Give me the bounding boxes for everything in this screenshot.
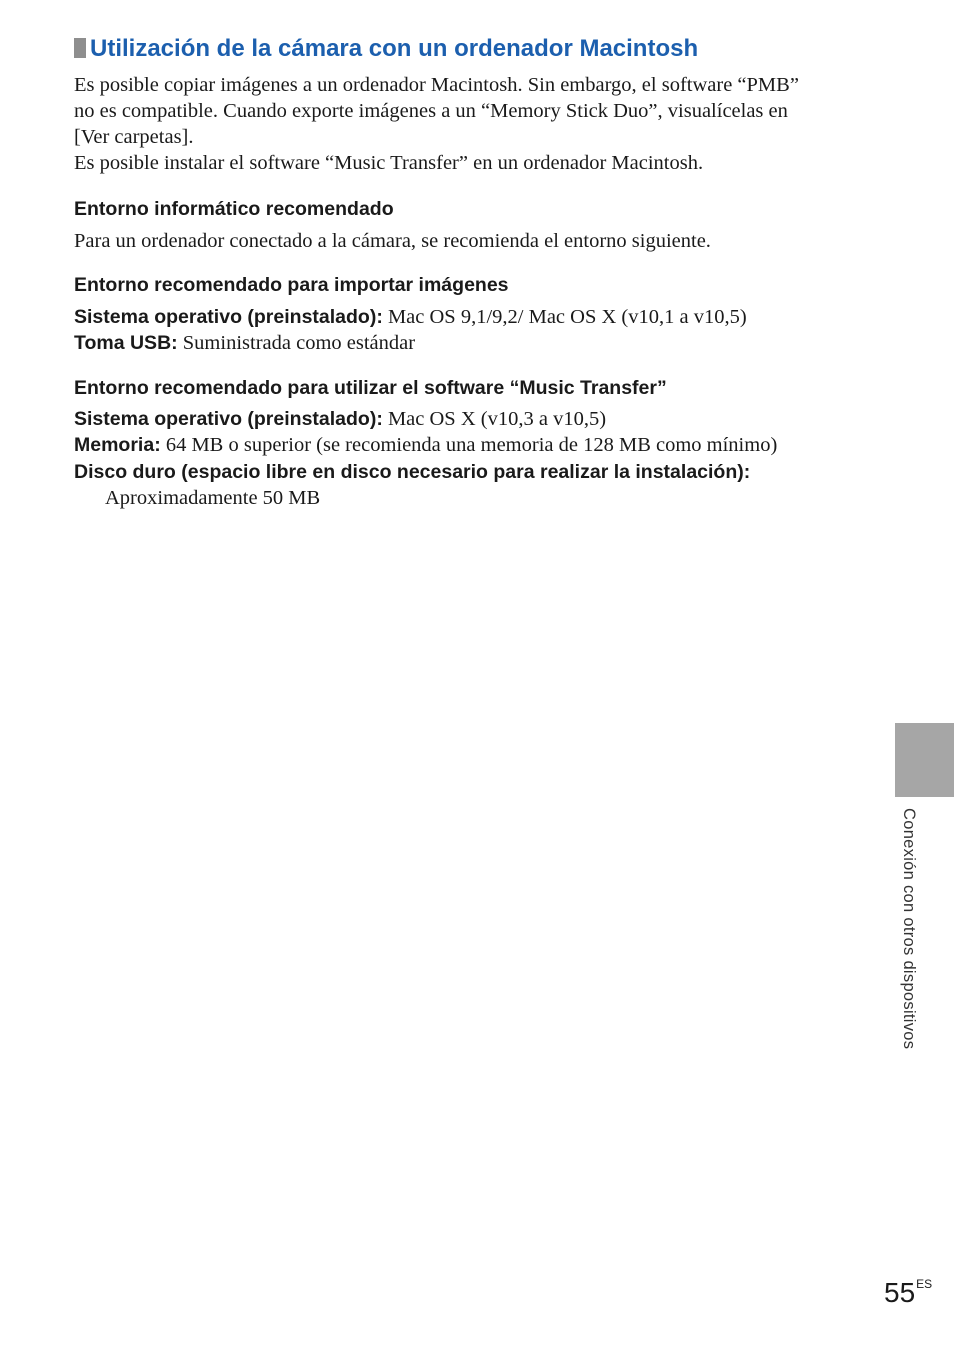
music-os-value: Mac OS X (v10,3 a v10,5)	[387, 408, 607, 430]
chapter-side-label: Conexión con otros dispositivos	[900, 808, 918, 1050]
music-mem-value: 64 MB o superior (se recomienda una memoria de 128 MB como mínimo)	[165, 434, 778, 456]
import-heading: Entorno recomendado para importar imágenes	[74, 274, 509, 296]
page-number	[884, 1264, 932, 1313]
music-os-line	[74, 406, 606, 432]
import-os-line	[74, 304, 747, 330]
section-marker-icon	[74, 38, 86, 58]
section-title	[74, 34, 698, 64]
music-mem-label: Memoria:	[74, 434, 161, 456]
chapter-tab	[895, 723, 954, 797]
music-heading: Entorno recomendado para utilizar el software “Music Transfer”	[74, 377, 667, 399]
section-title-text: Utilización de la cámara con un ordenador Macintosh	[90, 35, 699, 62]
import-os-label: Sistema operativo (preinstalado):	[74, 306, 383, 328]
intro-line-4: Es posible instalar el software “Music Transfer” en un ordenador Macintosh.	[74, 152, 704, 174]
intro-line-3: [Ver carpetas].	[74, 126, 194, 148]
page-number-value: 55	[884, 1277, 916, 1308]
music-disk-value: Aproximadamente 50 MB	[105, 487, 321, 509]
intro-line-2: no es compatible. Cuando exporte imágenes a un “Memory Stick Duo”, visualícelas en	[74, 100, 788, 122]
intro-line-1: Es posible copiar imágenes a un ordenador Macintosh. Sin embargo, el software “PMB”	[74, 74, 799, 96]
music-os-label: Sistema operativo (preinstalado):	[74, 408, 383, 430]
music-disk-label: Disco duro (espacio libre en disco necesario para realizar la instalación):	[74, 461, 751, 483]
intro-paragraph	[74, 72, 874, 176]
import-os-value: Mac OS 9,1/9,2/ Mac OS X (v10,1 a v10,5)	[387, 306, 747, 328]
import-usb-line	[74, 330, 415, 356]
env-heading: Entorno informático recomendado	[74, 198, 394, 220]
music-mem-line	[74, 432, 777, 458]
import-usb-value: Suministrada como estándar	[182, 332, 416, 354]
env-text: Para un ordenador conectado a la cámara, se recomienda el entorno siguiente.	[74, 230, 711, 252]
import-usb-label: Toma USB:	[74, 332, 178, 354]
page-language: ES	[916, 1277, 933, 1291]
